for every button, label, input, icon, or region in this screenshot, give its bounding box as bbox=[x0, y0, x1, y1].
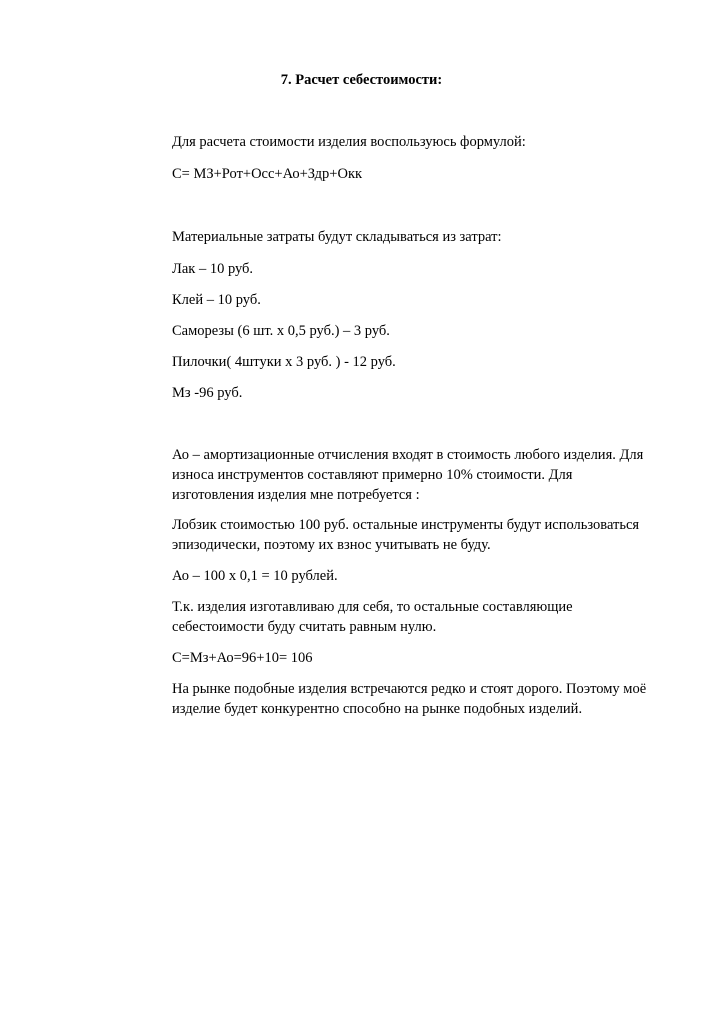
jigsaw-line: эпизодически, поэтому их взнос учитывать не буду. bbox=[172, 537, 491, 553]
material-total: Мз -96 руб. bbox=[172, 385, 243, 401]
amortization-line: износа инструментов составляют примерно 10% стоимости. Для bbox=[172, 467, 573, 483]
jigsaw-paragraph bbox=[172, 515, 672, 555]
amortization-line: Ао – амортизационные отчисления входят в стоимость любого изделия. Для bbox=[172, 447, 644, 463]
amortization-line: изготовления изделия мне потребуется : bbox=[172, 487, 420, 503]
total-cost-calculation: С=Мз+Ао=96+10= 106 bbox=[172, 650, 313, 666]
market-paragraph bbox=[172, 679, 672, 719]
cost-formula: С= МЗ+Рот+Осс+Ао+Здр+Окк bbox=[172, 166, 363, 182]
intro-text: Для расчета стоимости изделия воспользуюсь формулой: bbox=[172, 134, 526, 150]
material-item-glue: Клей – 10 руб. bbox=[172, 292, 261, 308]
other-costs-line: себестоимости буду считать равным нулю. bbox=[172, 619, 437, 635]
other-costs-paragraph bbox=[172, 597, 672, 637]
material-item-screws: Саморезы (6 шт. х 0,5 руб.) – 3 руб. bbox=[172, 323, 390, 339]
other-costs-line: Т.к. изделия изготавливаю для себя, то остальные составляющие bbox=[172, 599, 573, 615]
market-line: изделие будет конкурентно способно на рынке подобных изделий. bbox=[172, 701, 583, 717]
materials-heading: Материальные затраты будут складываться из затрат: bbox=[172, 229, 502, 245]
material-item-varnish: Лак – 10 руб. bbox=[172, 261, 254, 277]
amortization-calculation: Ао – 100 х 0,1 = 10 рублей. bbox=[172, 568, 338, 584]
jigsaw-line: Лобзик стоимостью 100 руб. остальные инструменты будут использоваться bbox=[172, 517, 640, 533]
amortization-paragraph bbox=[172, 445, 672, 505]
section-title: 7. Расчет себестоимости: bbox=[280, 72, 443, 88]
material-item-saw-blades: Пилочки( 4штуки х 3 руб. ) - 12 руб. bbox=[172, 354, 396, 370]
market-line: На рынке подобные изделия встречаются редко и стоят дорого. Поэтому моё bbox=[172, 681, 647, 697]
